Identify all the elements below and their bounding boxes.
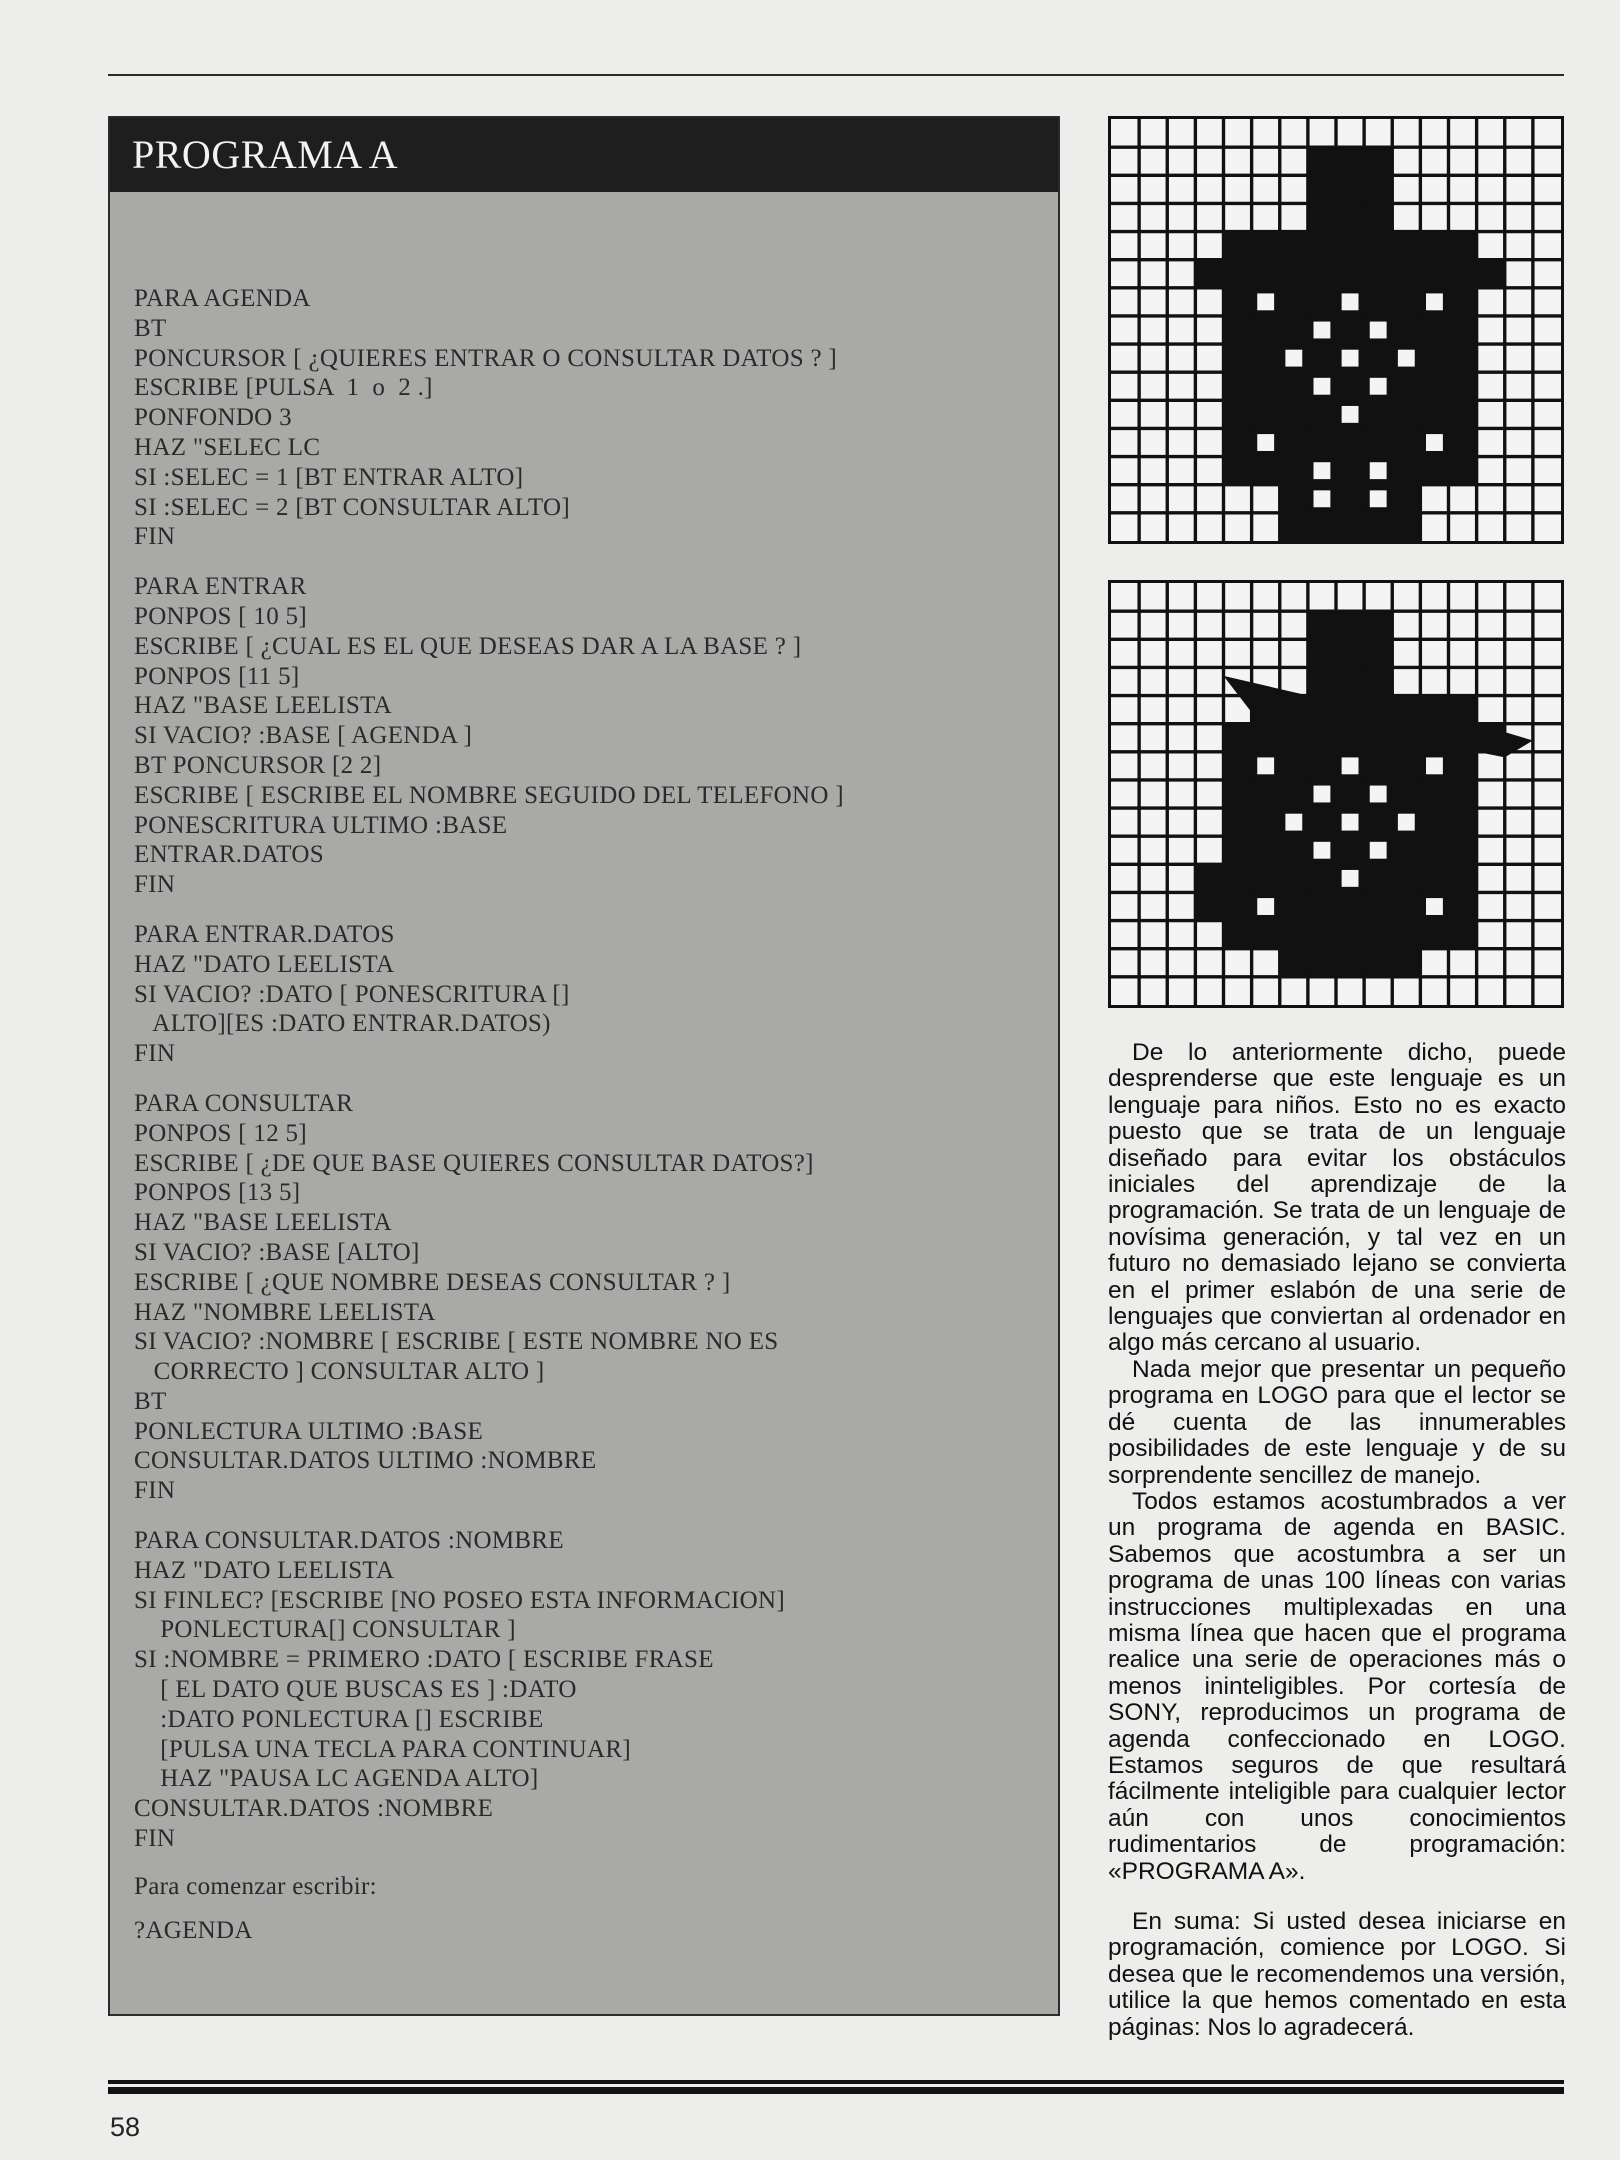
start-command: ?AGENDA [134, 1916, 253, 1944]
program-title: PROGRAMA A [110, 118, 1058, 192]
code-line: ENTRAR.DATOS [134, 841, 324, 869]
code-listing [134, 284, 1040, 1945]
code-line: FIN [134, 523, 176, 551]
code-line: HAZ "DATO LEELISTA [134, 950, 395, 978]
code-line: BT [134, 314, 167, 342]
turtle-sprite-bottom [1111, 583, 1561, 1005]
code-line: PONCURSOR [ ¿QUIERES ENTRAR O CONSULTAR DATOS ? ] [134, 344, 838, 372]
code-line: HAZ "BASE LEELISTA [134, 692, 393, 720]
code-line: ESCRIBE [ ¿DE QUE BASE QUIERES CONSULTAR DATOS?] [134, 1149, 814, 1177]
code-line: FIN [134, 1040, 176, 1068]
code-line: FIN [134, 871, 176, 899]
code-line: PONFONDO 3 [134, 404, 292, 432]
code-line: ESCRIBE [ ¿QUE NOMBRE DESEAS CONSULTAR ? ] [134, 1268, 731, 1296]
code-line: SI :NOMBRE = PRIMERO :DATO [ ESCRIBE FRASE [134, 1646, 714, 1674]
turtle-sprite-top [1111, 119, 1561, 541]
article-paragraph: Todos estamos acostumbrados a ver un programa de agenda en BASIC. Sabemos que acostumbra a ser un programa de unas 100 líneas con varias instrucciones multiplexadas en una misma línea que hacen que el programa realice una serie de operaciones más o menos ininteligibles. Por cortesía de SONY, reproducimos un programa de agenda confeccionado en LOGO. Estamos seguros de que resultará fácilmente inteligible para cualquier lector aún con unos conocimientos rudimentarios de programación: «PROGRAMA A». [1108, 1487, 1566, 1885]
code-line: PONLECTURA ULTIMO :BASE [134, 1417, 484, 1445]
code-block-agenda [134, 284, 1040, 552]
code-block-consultar [134, 1089, 1040, 1506]
code-line: PARA ENTRAR.DATOS [134, 920, 395, 948]
code-line: HAZ "SELEC LC [134, 433, 321, 461]
code-line: BT [134, 1387, 167, 1415]
article-paragraph: Nada mejor que presentar un pequeño programa en LOGO para que el lector se dé cuenta de las innumerables posibilidades de este lenguaje y de su sorprendente sencillez de manejo. [1108, 1355, 1566, 1489]
code-line: CONSULTAR.DATOS ULTIMO :NOMBRE [134, 1447, 597, 1475]
code-line: PONPOS [13 5] [134, 1179, 301, 1207]
code-line: HAZ "DATO LEELISTA [134, 1556, 395, 1584]
code-line: PONESCRITURA ULTIMO :BASE [134, 811, 508, 839]
page-number: 58 [110, 2112, 141, 2142]
code-line: HAZ "NOMBRE LEELISTA [134, 1298, 436, 1326]
code-line: BT PONCURSOR [2 2] [134, 751, 382, 779]
code-line: HAZ "BASE LEELISTA [134, 1209, 393, 1237]
code-line: ESCRIBE [ ¿CUAL ES EL QUE DESEAS DAR A LA BASE ? ] [134, 632, 802, 660]
turtle-grid-figure-top [1108, 116, 1564, 544]
code-block-consultar-datos [134, 1526, 1040, 1854]
code-line: HAZ "PAUSA LC AGENDA ALTO] [134, 1765, 539, 1793]
article-paragraph: De lo anteriormente dicho, puede desprenderse que este lenguaje es un lenguaje para niños. Esto no es exacto puesto que se trata de un lenguaje diseñado para evitar los obstáculos iniciales del aprendizaje de la programación. Se trata de un lenguaje de novísima generación, y tal vez en un futuro no demasiado lejano se convierta en el primer eslabón de una serie de lenguajes que conviertan al ordenador en algo más cercano al usuario. [1108, 1039, 1566, 1357]
code-line: PONPOS [ 10 5] [134, 602, 307, 630]
top-rule [108, 74, 1564, 76]
code-line: ESCRIBE [PULSA 1 o 2 .] [134, 374, 433, 402]
bottom-rule [108, 2080, 1564, 2094]
code-line: ESCRIBE [ ESCRIBE EL NOMBRE SEGUIDO DEL TELEFONO ] [134, 781, 844, 809]
article-paragraph: En suma: Si usted desea iniciarse en programación, comience por LOGO. Si desea que le recomendemos una versión, utilice la que hemos comentado en esta páginas: Nos lo agradecerá. [1108, 1908, 1566, 2041]
code-line: SI VACIO? :NOMBRE [ ESCRIBE [ ESTE NOMBRE NO ES [134, 1328, 779, 1356]
code-line: CONSULTAR.DATOS :NOMBRE [134, 1795, 494, 1823]
code-line: PONPOS [11 5] [134, 662, 300, 690]
turtle-grid-figure-bottom [1108, 580, 1564, 1008]
code-line: PARA ENTRAR [134, 573, 307, 601]
code-line: :DATO PONLECTURA [] ESCRIBE [134, 1705, 544, 1733]
code-line: SI VACIO? :BASE [ALTO] [134, 1238, 420, 1266]
program-listing-box [108, 116, 1060, 2016]
code-line: CORRECTO ] CONSULTAR ALTO ] [134, 1358, 545, 1386]
code-line: PARA CONSULTAR [134, 1089, 354, 1117]
code-line: PARA AGENDA [134, 285, 311, 312]
code-line: PONLECTURA[] CONSULTAR ] [134, 1616, 516, 1644]
code-line: [PULSA UNA TECLA PARA CONTINUAR] [134, 1735, 631, 1763]
code-line: SI VACIO? :BASE [ AGENDA ] [134, 722, 473, 750]
code-line: SI :SELEC = 2 [BT CONSULTAR ALTO] [134, 493, 570, 521]
start-instruction: Para comenzar escribir: [134, 1872, 377, 1900]
code-block-entrar-datos [134, 920, 1040, 1069]
code-line: ALTO][ES :DATO ENTRAR.DATOS) [134, 1010, 551, 1038]
code-line: PONPOS [ 12 5] [134, 1119, 307, 1147]
code-line: [ EL DATO QUE BUSCAS ES ] :DATO [134, 1676, 577, 1704]
article-text [1108, 1040, 1566, 2041]
code-line: FIN [134, 1825, 176, 1853]
code-line: SI VACIO? :DATO [ PONESCRITURA [] [134, 980, 570, 1008]
code-line: FIN [134, 1477, 176, 1505]
code-line: SI FINLEC? [ESCRIBE [NO POSEO ESTA INFORMACION] [134, 1586, 786, 1614]
code-block-entrar [134, 572, 1040, 900]
code-line: SI :SELEC = 1 [BT ENTRAR ALTO] [134, 463, 524, 491]
code-line: PARA CONSULTAR.DATOS :NOMBRE [134, 1527, 564, 1555]
